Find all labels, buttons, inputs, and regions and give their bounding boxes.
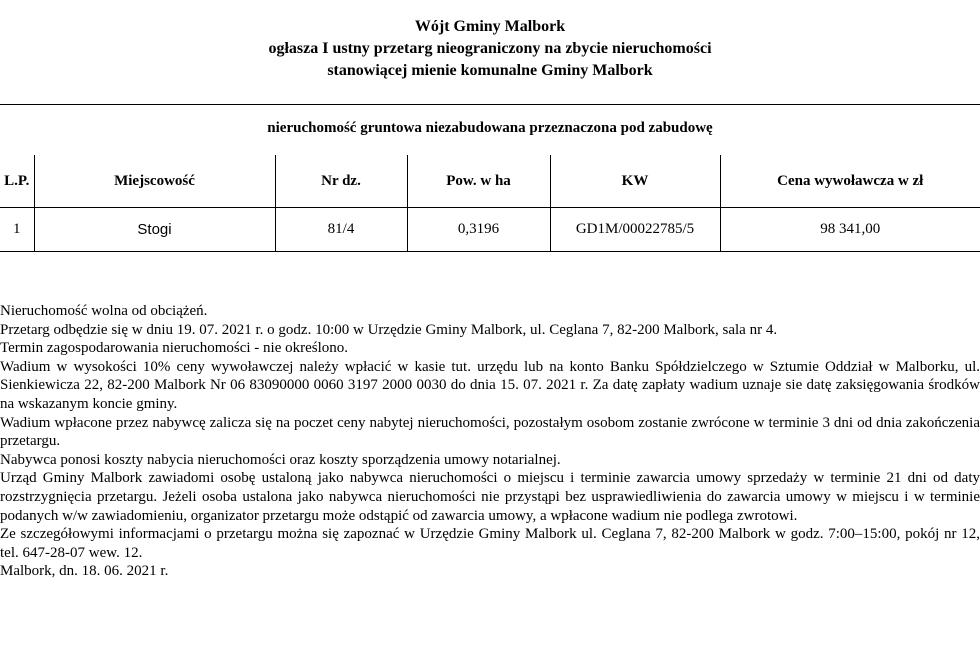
table-row	[0, 208, 980, 252]
cell-starting-price: 98 341,00	[720, 208, 980, 252]
col-header-area: Pow. w ha	[407, 155, 550, 208]
cell-area: 0,3196	[407, 208, 550, 252]
announcement-body	[0, 302, 980, 581]
property-table	[0, 155, 980, 252]
cell-lp: 1	[0, 208, 34, 252]
cell-land-register: GD1M/00022785/5	[550, 208, 720, 252]
paragraph-contract-notice: Urząd Gminy Malbork zawiadomi osobę ustaloną jako nabywca nieruchomości o miejscu i terminie zawarcia umowy sprzedaży w terminie 21 dni od daty rozstrzygnięcia przetargu. Jeżeli osoba ustalona jako nabywca nieruchomości nie przystąpi bez usprawiedliwienia do zawarcia umowy w miejscu i w terminie podanych w/w zawiadomieniu, organizator przetargu może odstąpić od zawarcia umowy, a wpłacone wadium nie podlega zwrotowi.	[0, 470, 980, 524]
paragraph-contact-info: Ze szczegółowymi informacjami o przetargu można się zapoznać w Urzędzie Gminy Malbork ul. Ceglana 7, 82-200 Malbork w godz. 7:00–15:00, pokój nr 12, tel. 647-28-07 wew. 12.	[0, 526, 980, 561]
paragraph-place-date: Malbork, dn. 18. 06. 2021 r.	[0, 563, 169, 580]
paragraph-deposit: Wadium w wysokości 10% ceny wywoławczej należy wpłacić w kasie tut. urzędu lub na konto Banku Spółdzielczego w Sztumie Oddział w Malborku, ul. Sienkiewicza 22, 82-200 Malbork Nr 06 83090000 0060 3197 2000 0030 do dnia 15. 07. 2021 r. Za datę zapłaty wadium uznaje sie datę zaksięgowania środków na wskazanym koncie gminy.	[0, 358, 980, 412]
paragraph-costs: Nabywca ponosi koszty nabycia nieruchomości oraz koszty sporządzenia umowy notarialnej.	[0, 451, 561, 468]
col-header-plot-number: Nr dz.	[275, 155, 407, 208]
paragraph-development-term: Termin zagospodarowania nieruchomości - nie określono.	[0, 340, 349, 357]
announcement-header	[0, 16, 980, 82]
header-authority: Wójt Gminy Malbork	[414, 18, 566, 35]
property-subtitle: nieruchomość gruntowa niezabudowana przeznaczona pod zabudowę	[267, 120, 713, 136]
col-header-lp: L.P.	[0, 155, 34, 208]
table-header-row	[0, 155, 980, 208]
cell-plot-number: 81/4	[275, 208, 407, 252]
col-header-land-register: KW	[550, 155, 720, 208]
paragraph-auction-date: Przetarg odbędzie się w dniu 19. 07. 2021 r. o godz. 10:00 w Urzędzie Gminy Malbork, ul. Ceglana 7, 82-200 Malbork, sala nr 4.	[0, 321, 778, 338]
paragraph-encumbrance: Nieruchomość wolna od obciążeń.	[0, 303, 208, 319]
paragraph-deposit-refund: Wadium wpłacone przez nabywcę zalicza się na poczet ceny nabytej nieruchomości, pozostałym osobom zostanie zwrócone w terminie 3 dni od dnia zakończenia przetargu.	[0, 414, 980, 450]
cell-locality: Stogi	[34, 208, 275, 252]
header-announcement: ogłasza I ustny przetarg nieograniczony na zbycie nieruchomości	[268, 40, 712, 57]
header-property-type: stanowiącej mienie komunalne Gminy Malbork	[327, 62, 653, 79]
col-header-starting-price: Cena wywoławcza w zł	[720, 155, 980, 208]
col-header-locality: Miejscowość	[34, 155, 275, 208]
divider-top	[0, 104, 980, 105]
